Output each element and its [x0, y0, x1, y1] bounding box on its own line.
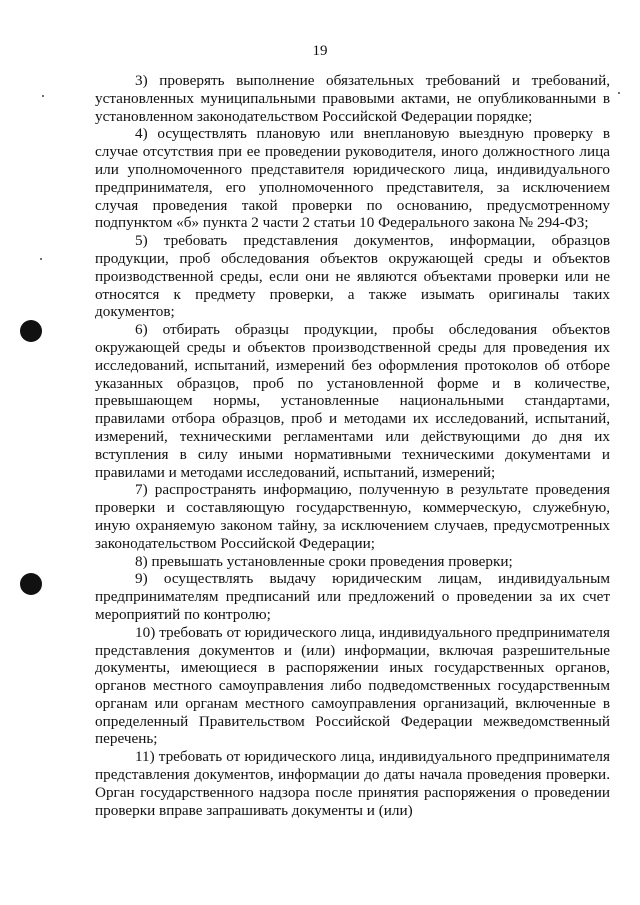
paragraph-item-5: 5) требовать представления документов, информации, образцов продукции, проб обследования объектов окружающей среды и объектов производственной среды, если они не являются объектами проверки или не относятся к предмету проверки, а также изымать оригиналы таких документов; — [95, 232, 610, 321]
punch-hole-top — [20, 320, 42, 342]
scan-speck — [42, 95, 44, 97]
page-number: 19 — [312, 43, 328, 59]
paragraph-item-4: 4) осуществлять плановую или внеплановую выездную проверку в случае отсутствия при ее проведении руководителя, иного должностного лица или уполномоченного представителя юридического лица, индивидуального предпринимателя, его уполномоченного представителя, за исключением случая проведения такой проверки по основанию, предусмотренному подпунктом «б» пункта 2 части 2 статьи 10 Федерального закона № 294-ФЗ; — [95, 125, 610, 232]
scan-speck — [618, 92, 620, 94]
paragraph-item-3: 3) проверять выполнение обязательных требований и требований, установленных муниципальными правовыми актами, не опубликованными в установленном законодательством Российской Федерации порядке; — [95, 72, 610, 125]
scan-speck — [40, 258, 42, 260]
paragraph-item-10: 10) требовать от юридического лица, индивидуального предпринимателя представления документов и (или) информации, включая разрешительные документы, имеющиеся в распоряжении иных государственных органов, органов местного самоуправления либо подведомственных государственным органам или органам местного самоуправления организаций, включенные в определенный Правительством Российской Федерации межведомственный перечень; — [95, 623, 610, 748]
paragraph-item-11: 11) требовать от юридического лица, индивидуального предпринимателя представления документов, информации до даты начала проведения проверки. Орган государственного надзора после принятия распоряжения о проведении проверки вправе запрашивать документы и (или) — [95, 748, 610, 819]
punch-hole-bottom — [20, 573, 42, 595]
paragraph-item-9: 9) осуществлять выдачу юридическим лицам, индивидуальным предпринимателям предписаний или предложений о проведении за их счет мероприятий по контролю; — [95, 570, 610, 623]
paragraph-item-7: 7) распространять информацию, полученную в результате проведения проверки и составляющую государственную, коммерческую, служебную, иную охраняемую законом тайну, за исключением случаев, предусмотренных законодательством Российской Федерации; — [95, 481, 610, 552]
paragraph-item-6: 6) отбирать образцы продукции, пробы обследования объектов окружающей среды и объектов производственной среды для проведения их исследований, испытаний, измерений без оформления протоколов об отборе указанных образцов, проб по установленной форме и в количестве, превышающем нормы, установленные национальными стандартами, правилами отбора образцов, проб и методами их исследований, испытаний, измерений, техническими регламентами или действующими до дня их вступления в силу иными нормативными техническими документами и правилами и методами исследований, испытаний, измерений; — [95, 321, 610, 481]
document-body — [95, 72, 610, 819]
paragraph-item-8: 8) превышать установленные сроки проведения проверки; — [135, 552, 513, 570]
